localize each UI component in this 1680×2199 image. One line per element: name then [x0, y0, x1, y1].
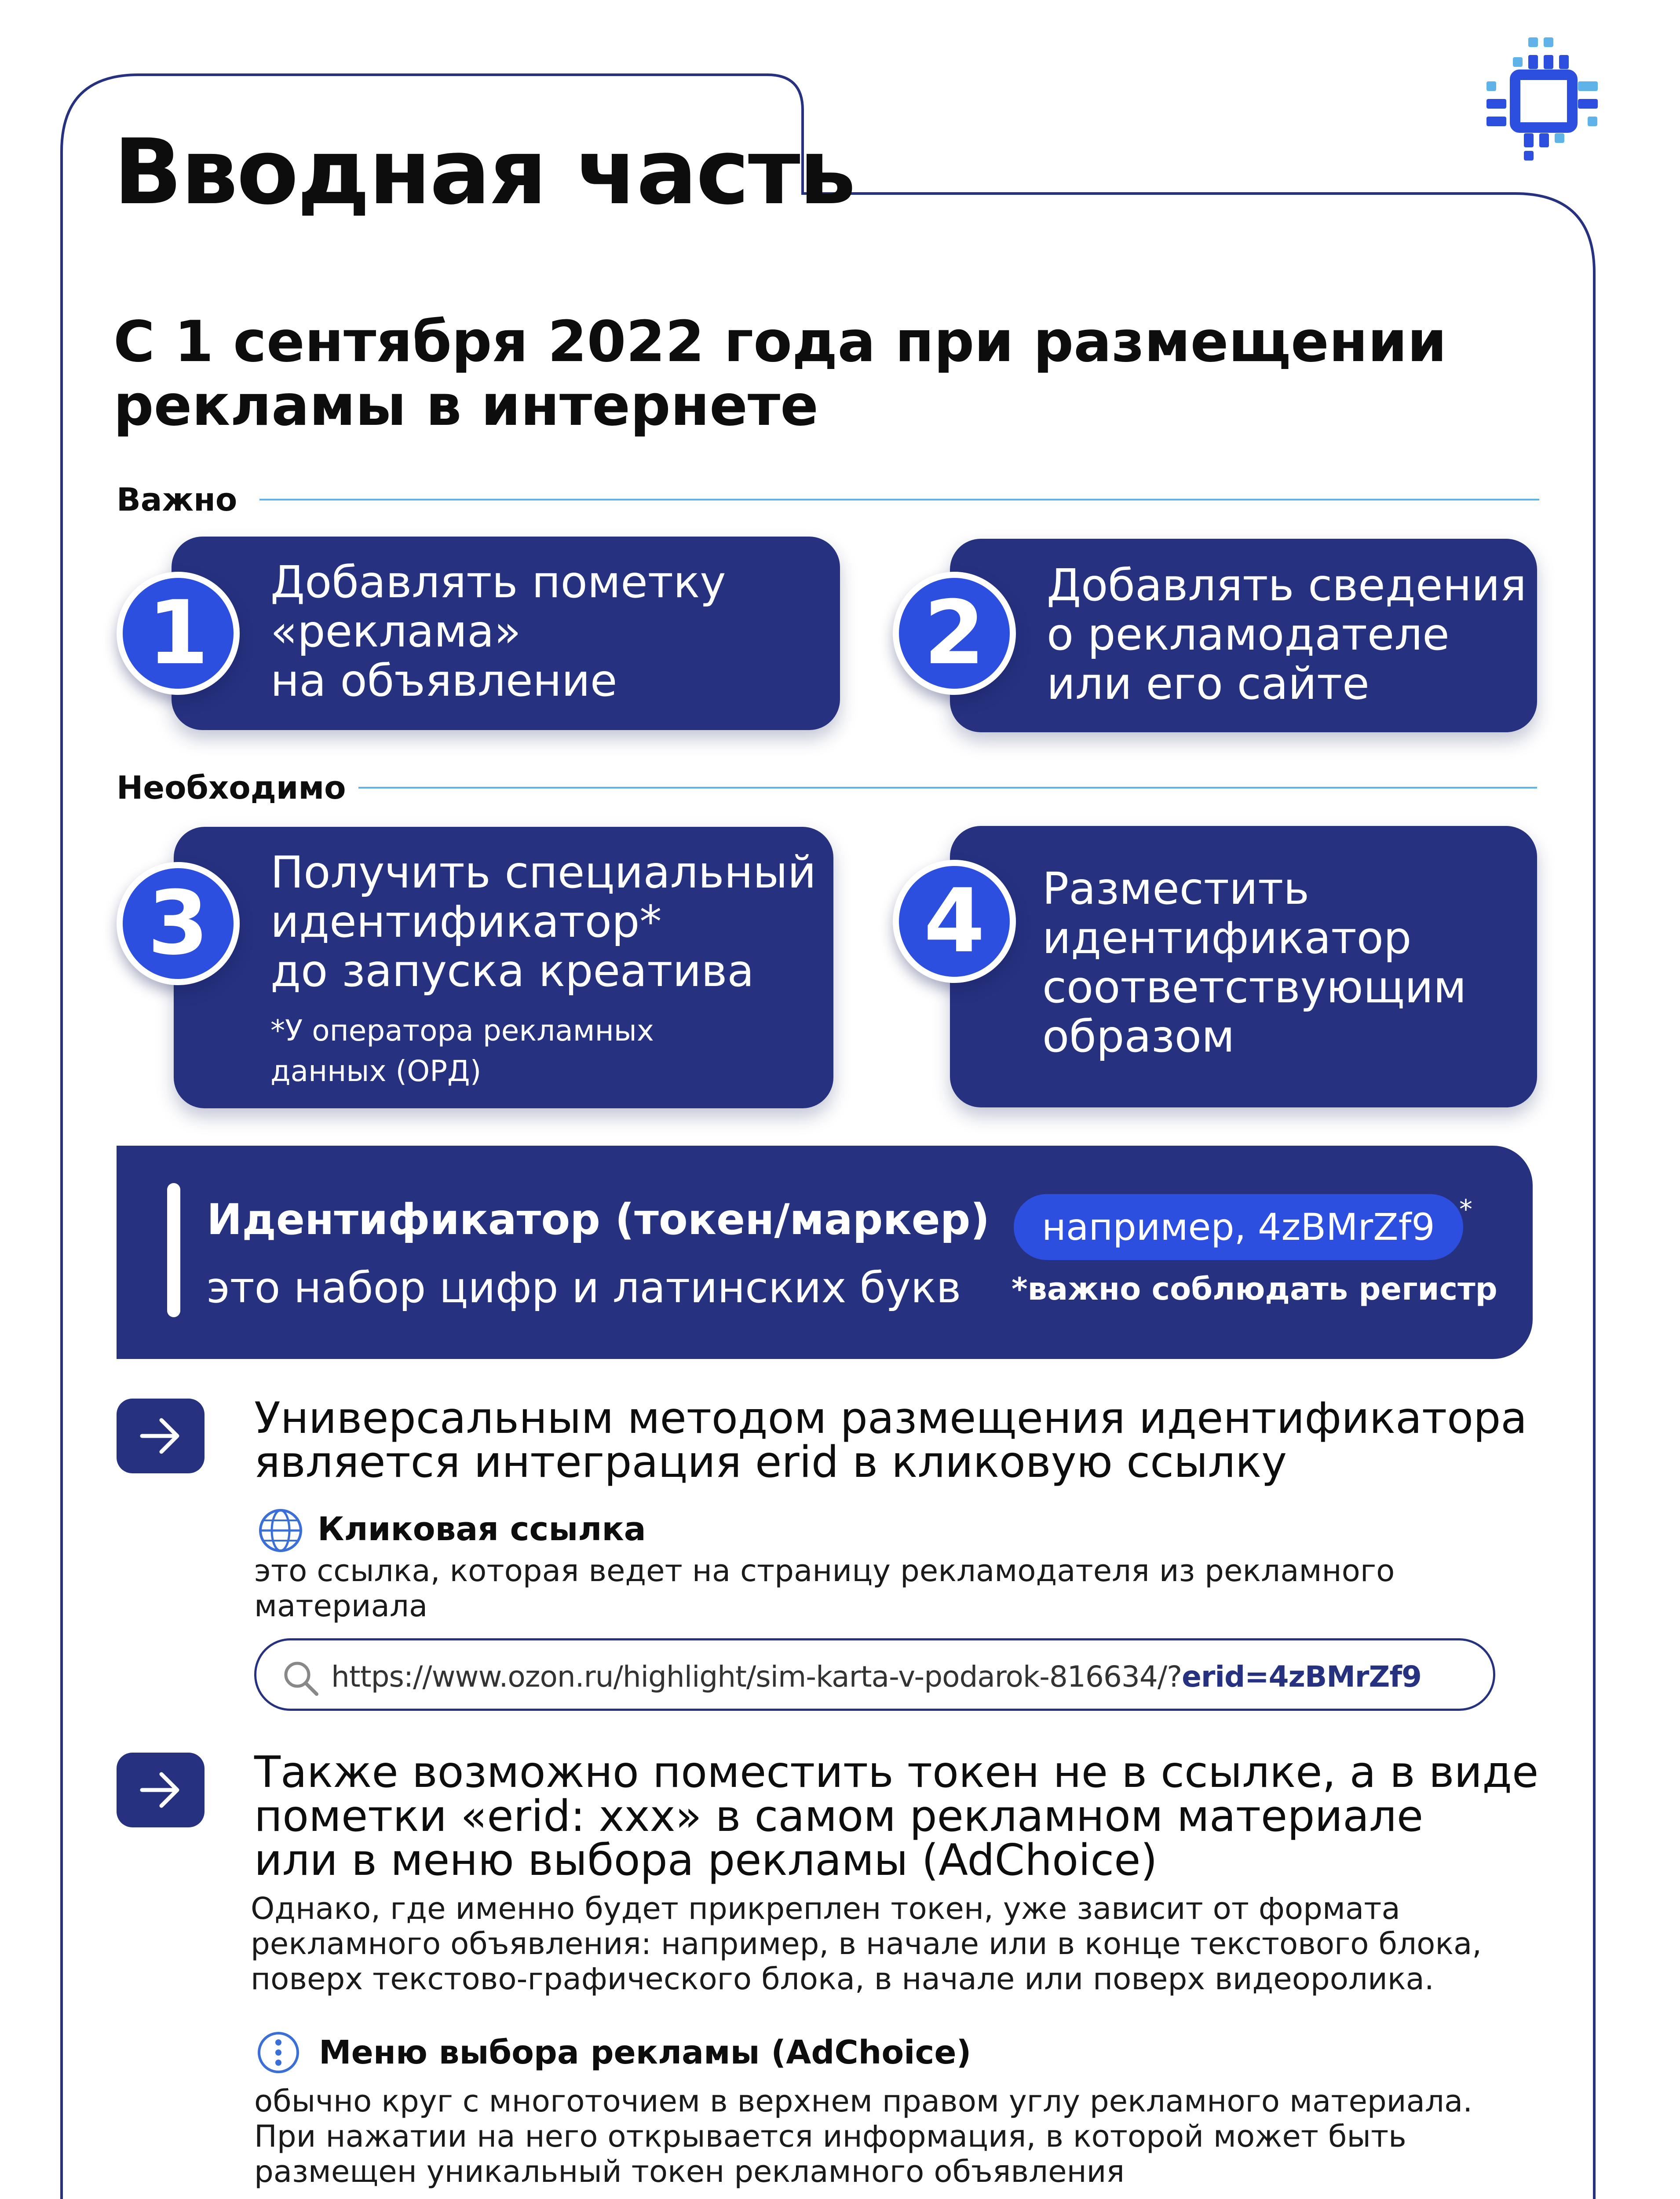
- identifier-example: например, 4zBMrZf9: [1014, 1194, 1463, 1260]
- arrow-right-icon: [117, 1399, 205, 1473]
- globe-icon: [254, 1506, 307, 1555]
- identifier-accent-bar: [167, 1183, 180, 1317]
- step-card-2-text: Добавлять сведения о рекламодателе или его сайте: [1047, 559, 1527, 709]
- step-card-3-text: Получить специальный идентификатор* до запуска креатива: [270, 847, 816, 997]
- section-label-important: Важно: [117, 481, 237, 518]
- page-title: Вводная часть: [113, 120, 855, 225]
- url-base: https://www.ozon.ru/highlight/sim-karta-v-podarok-816634/?: [331, 1660, 1182, 1694]
- identifier-note: *важно соблюдать регистр: [1012, 1271, 1497, 1307]
- adchoice-description: обычно круг с многоточием в верхнем правом углу рекламного материала. При нажатии на него открывается информация, в которой может быть размещен уникальный токен рекламного объявления: [254, 2084, 1473, 2189]
- section-divider: [358, 787, 1537, 789]
- step-card-3-note: *У оператора рекламных данных (ОРД): [270, 1014, 654, 1088]
- section-label-necessary: Необходимо: [117, 769, 346, 806]
- url-text: [331, 1660, 1421, 1694]
- step-number-1: 1: [117, 572, 240, 695]
- section-divider: [259, 499, 1539, 500]
- identifier-title: Идентификатор (токен/маркер): [207, 1195, 990, 1244]
- step-number-4: 4: [893, 860, 1016, 983]
- arrow-right-icon: [117, 1753, 205, 1827]
- page-subtitle: С 1 сентября 2022 года при размещении рекламы в интернете: [113, 309, 1447, 438]
- url-param: erid=4zBMrZf9: [1182, 1660, 1421, 1694]
- chip-icon: [1482, 33, 1601, 165]
- vertical-dots-icon: [254, 2028, 303, 2077]
- adchoice-paragraph: Однако, где именно будет прикреплен токен, уже зависит от формата рекламного объявления: например, в начале или в конце текстового блока, поверх текстово-графического блока, в начале или поверх видеоролика.: [251, 1891, 1482, 1997]
- step-card-4-text: Разместить идентификатор соответствующим образом: [1042, 863, 1467, 1062]
- search-icon: [281, 1658, 320, 1698]
- identifier-description: это набор цифр и латинских букв: [207, 1263, 961, 1312]
- step-card-1-text: Добавлять пометку «реклама» на объявление: [270, 556, 726, 706]
- step-number-3: 3: [117, 862, 240, 985]
- adchoice-heading: Также возможно поместить токен не в ссылке, а в виде пометки «erid: xxx» в самом рекламном материале или в меню выбора рекламы (AdChoice): [254, 1747, 1539, 1885]
- click-link-label: Кликовая ссылка: [318, 1510, 646, 1548]
- click-link-heading: Универсальным методом размещения идентификатора является интеграция erid в кликовую ссылку: [254, 1393, 1527, 1487]
- step-number-2: 2: [893, 572, 1016, 695]
- adchoice-label: Меню выбора рекламы (AdChoice): [319, 2034, 971, 2071]
- click-link-description: это ссылка, которая ведет на страницу рекламодателя из рекламного материала: [254, 1553, 1395, 1624]
- identifier-asterisk: *: [1459, 1194, 1472, 1225]
- url-field[interactable]: [254, 1638, 1495, 1711]
